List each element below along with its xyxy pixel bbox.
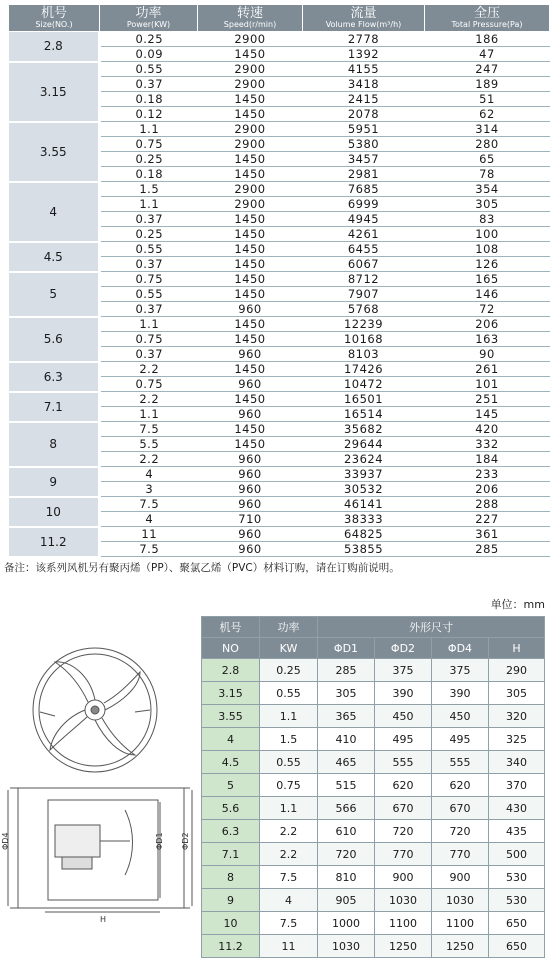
dim-kw-cell: 1.5	[260, 728, 318, 751]
dim-no-cell: 6.3	[202, 820, 260, 843]
dimension-row	[202, 659, 545, 682]
power-cell: 2.2	[100, 362, 198, 377]
dim-d2-cell: 450	[375, 705, 432, 728]
dimension-header-row-bottom	[202, 638, 545, 659]
flow-cell: 1392	[303, 47, 425, 62]
flow-cell: 4261	[303, 227, 425, 242]
flow-cell: 6999	[303, 197, 425, 212]
dim-no-cell: 11.2	[202, 935, 260, 958]
power-cell: 0.37	[100, 347, 198, 362]
performance-row	[9, 467, 550, 482]
power-cell: 0.75	[100, 272, 198, 287]
power-cell: 0.25	[100, 227, 198, 242]
power-cell: 0.09	[100, 47, 198, 62]
dimension-body	[202, 659, 545, 958]
dim-d4-cell: 375	[432, 659, 489, 682]
pressure-cell: 184	[425, 452, 550, 467]
dim-d1-cell: 515	[318, 774, 375, 797]
performance-row	[9, 317, 550, 332]
flow-cell: 12239	[303, 317, 425, 332]
pressure-cell: 78	[425, 167, 550, 182]
dimension-row	[202, 843, 545, 866]
dim-header-d2: ΦD2	[375, 638, 432, 659]
dim-d2-cell: 495	[375, 728, 432, 751]
power-cell: 11	[100, 527, 198, 542]
dim-no-cell: 5.6	[202, 797, 260, 820]
speed-cell: 960	[198, 407, 303, 422]
dim-d2-cell: 900	[375, 866, 432, 889]
power-cell: 2.2	[100, 452, 198, 467]
pressure-cell: 47	[425, 47, 550, 62]
speed-cell: 1450	[198, 242, 303, 257]
dim-d4-cell: 670	[432, 797, 489, 820]
speed-cell: 2900	[198, 122, 303, 137]
dim-kw-cell: 0.55	[260, 751, 318, 774]
dim-d1-cell: 566	[318, 797, 375, 820]
power-cell: 5.5	[100, 437, 198, 452]
performance-row	[9, 272, 550, 287]
power-cell: 1.1	[100, 122, 198, 137]
dim-d1-cell: 305	[318, 682, 375, 705]
speed-cell: 2900	[198, 197, 303, 212]
flow-cell: 5380	[303, 137, 425, 152]
speed-cell: 1450	[198, 317, 303, 332]
power-cell: 4	[100, 467, 198, 482]
flow-cell: 16501	[303, 392, 425, 407]
speed-cell: 1450	[198, 107, 303, 122]
speed-cell: 1450	[198, 332, 303, 347]
power-cell: 0.25	[100, 32, 198, 47]
material-note: 备注：该系列风机另有聚丙烯（PP）、聚氯乙烯（PVC）材料订购，请在订购前说明。	[4, 562, 400, 574]
speed-cell: 1450	[198, 422, 303, 437]
dim-kw-cell: 7.5	[260, 912, 318, 935]
dimension-row	[202, 774, 545, 797]
pressure-cell: 305	[425, 197, 550, 212]
size-cell: 8	[9, 422, 100, 467]
power-cell: 0.18	[100, 167, 198, 182]
power-cell: 7.5	[100, 542, 198, 557]
flow-cell: 8103	[303, 347, 425, 362]
dim-d1-cell: 1030	[318, 935, 375, 958]
speed-cell: 1450	[198, 392, 303, 407]
power-cell: 0.75	[100, 377, 198, 392]
performance-row	[9, 497, 550, 512]
dim-d2-cell: 720	[375, 820, 432, 843]
speed-cell: 1450	[198, 362, 303, 377]
dim-kw-cell: 0.75	[260, 774, 318, 797]
dim-h-cell: 435	[489, 820, 545, 843]
performance-row	[9, 392, 550, 407]
power-cell: 0.18	[100, 92, 198, 107]
dim-d4-cell: 495	[432, 728, 489, 751]
dim-d1-cell: 365	[318, 705, 375, 728]
power-cell: 2.2	[100, 392, 198, 407]
power-cell: 0.75	[100, 137, 198, 152]
size-cell: 9	[9, 467, 100, 497]
pressure-cell: 206	[425, 482, 550, 497]
dimension-row	[202, 820, 545, 843]
dim-no-cell: 2.8	[202, 659, 260, 682]
dim-d2-cell: 1100	[375, 912, 432, 935]
power-cell: 1.1	[100, 407, 198, 422]
dim-header-d1: ΦD1	[318, 638, 375, 659]
flow-cell: 10168	[303, 332, 425, 347]
speed-cell: 1450	[198, 167, 303, 182]
dim-kw-cell: 0.25	[260, 659, 318, 682]
flow-cell: 53855	[303, 542, 425, 557]
performance-body	[9, 32, 550, 557]
dim-h-cell: 305	[489, 682, 545, 705]
dimension-header-row-top	[202, 617, 545, 638]
power-cell: 1.5	[100, 182, 198, 197]
pressure-cell: 145	[425, 407, 550, 422]
dim-kw-cell: 4	[260, 889, 318, 912]
pressure-cell: 288	[425, 497, 550, 512]
pressure-cell: 280	[425, 137, 550, 152]
size-cell: 3.15	[9, 62, 100, 122]
flow-cell: 17426	[303, 362, 425, 377]
fan-drawing	[0, 640, 200, 940]
dim-d1-cell: 285	[318, 659, 375, 682]
dim-header-power-cn: 功率	[260, 617, 318, 638]
pressure-cell: 247	[425, 62, 550, 77]
pressure-cell: 332	[425, 437, 550, 452]
performance-row	[9, 32, 550, 47]
speed-cell: 2900	[198, 32, 303, 47]
dim-h-cell: 320	[489, 705, 545, 728]
flow-cell: 5951	[303, 122, 425, 137]
speed-cell: 2900	[198, 137, 303, 152]
pressure-cell: 126	[425, 257, 550, 272]
pressure-cell: 62	[425, 107, 550, 122]
flow-cell: 30532	[303, 482, 425, 497]
flow-cell: 7907	[303, 287, 425, 302]
speed-cell: 2900	[198, 77, 303, 92]
dim-header-d4: ΦD4	[432, 638, 489, 659]
dimension-row	[202, 751, 545, 774]
dim-no-cell: 8	[202, 866, 260, 889]
dim-d1-cell: 610	[318, 820, 375, 843]
dim-kw-cell: 11	[260, 935, 318, 958]
pressure-cell: 227	[425, 512, 550, 527]
power-cell: 7.5	[100, 497, 198, 512]
performance-row	[9, 362, 550, 377]
speed-cell: 1450	[198, 47, 303, 62]
speed-cell: 960	[198, 452, 303, 467]
dim-kw-cell: 0.55	[260, 682, 318, 705]
dim-kw-cell: 7.5	[260, 866, 318, 889]
pressure-cell: 361	[425, 527, 550, 542]
dim-d4-cell: 900	[432, 866, 489, 889]
pressure-cell: 186	[425, 32, 550, 47]
dim-h-cell: 290	[489, 659, 545, 682]
dim-no-cell: 4.5	[202, 751, 260, 774]
flow-cell: 2778	[303, 32, 425, 47]
dim-d4-cell: 1250	[432, 935, 489, 958]
dim-header-no: NO	[202, 638, 260, 659]
pressure-cell: 163	[425, 332, 550, 347]
dimension-row	[202, 935, 545, 958]
speed-cell: 1450	[198, 92, 303, 107]
pressure-cell: 51	[425, 92, 550, 107]
dim-d4-cell: 770	[432, 843, 489, 866]
dim-d2-cell: 1030	[375, 889, 432, 912]
dim-h-cell: 530	[489, 866, 545, 889]
dim-d4-cell: 1100	[432, 912, 489, 935]
flow-cell: 46141	[303, 497, 425, 512]
dim-kw-cell: 1.1	[260, 705, 318, 728]
power-cell: 0.75	[100, 332, 198, 347]
d4-label: ΦD4	[1, 832, 10, 850]
flow-cell: 6455	[303, 242, 425, 257]
size-cell: 3.55	[9, 122, 100, 182]
h-label: H	[100, 915, 107, 924]
dim-d2-cell: 390	[375, 682, 432, 705]
size-cell: 11.2	[9, 527, 100, 557]
dim-no-cell: 3.55	[202, 705, 260, 728]
flow-cell: 4945	[303, 212, 425, 227]
power-cell: 0.37	[100, 77, 198, 92]
dim-no-cell: 3.15	[202, 682, 260, 705]
pressure-cell: 251	[425, 392, 550, 407]
fan-side-view	[8, 788, 192, 912]
dim-d1-cell: 410	[318, 728, 375, 751]
dim-header-no-cn: 机号	[202, 617, 260, 638]
dim-d2-cell: 555	[375, 751, 432, 774]
pressure-cell: 90	[425, 347, 550, 362]
dim-h-cell: 650	[489, 912, 545, 935]
power-cell: 0.25	[100, 152, 198, 167]
power-cell: 1.1	[100, 197, 198, 212]
dim-d1-cell: 465	[318, 751, 375, 774]
flow-cell: 23624	[303, 452, 425, 467]
dim-no-cell: 5	[202, 774, 260, 797]
dim-no-cell: 7.1	[202, 843, 260, 866]
dim-kw-cell: 2.2	[260, 843, 318, 866]
speed-cell: 960	[198, 377, 303, 392]
dim-header-h: H	[489, 638, 545, 659]
pressure-cell: 420	[425, 422, 550, 437]
performance-row	[9, 242, 550, 257]
flow-cell: 3457	[303, 152, 425, 167]
size-cell: 6.3	[9, 362, 100, 392]
dim-header-outline: 外形尺寸	[318, 617, 545, 638]
speed-cell: 1450	[198, 212, 303, 227]
pressure-cell: 83	[425, 212, 550, 227]
pressure-cell: 233	[425, 467, 550, 482]
performance-row	[9, 422, 550, 437]
dimension-table	[201, 616, 545, 958]
header-speed: 转速 Speed(r/min)	[198, 5, 303, 32]
speed-cell: 1450	[198, 152, 303, 167]
dimension-row	[202, 705, 545, 728]
power-cell: 7.5	[100, 422, 198, 437]
dimension-row	[202, 797, 545, 820]
power-cell: 1.1	[100, 317, 198, 332]
dim-no-cell: 4	[202, 728, 260, 751]
size-cell: 4	[9, 182, 100, 242]
header-volume-flow: 流量 Volume Flow(m³/h)	[303, 5, 425, 32]
power-cell: 0.55	[100, 287, 198, 302]
performance-row	[9, 527, 550, 542]
flow-cell: 29644	[303, 437, 425, 452]
flow-cell: 16514	[303, 407, 425, 422]
dim-d2-cell: 620	[375, 774, 432, 797]
dim-d4-cell: 720	[432, 820, 489, 843]
performance-row	[9, 182, 550, 197]
performance-row	[9, 122, 550, 137]
speed-cell: 960	[198, 467, 303, 482]
dimension-row	[202, 912, 545, 935]
size-cell: 4.5	[9, 242, 100, 272]
d2-label: ΦD2	[181, 832, 190, 850]
pressure-cell: 314	[425, 122, 550, 137]
pressure-cell: 72	[425, 302, 550, 317]
dim-d1-cell: 905	[318, 889, 375, 912]
dim-d2-cell: 670	[375, 797, 432, 820]
size-cell: 7.1	[9, 392, 100, 422]
flow-cell: 64825	[303, 527, 425, 542]
dimension-row	[202, 682, 545, 705]
flow-cell: 6067	[303, 257, 425, 272]
dimension-row	[202, 866, 545, 889]
dimension-row	[202, 728, 545, 751]
speed-cell: 1450	[198, 227, 303, 242]
dim-h-cell: 430	[489, 797, 545, 820]
power-cell: 0.55	[100, 242, 198, 257]
speed-cell: 2900	[198, 182, 303, 197]
flow-cell: 7685	[303, 182, 425, 197]
flow-cell: 2078	[303, 107, 425, 122]
dim-d4-cell: 390	[432, 682, 489, 705]
power-cell: 0.37	[100, 302, 198, 317]
dim-d1-cell: 1000	[318, 912, 375, 935]
dim-d4-cell: 620	[432, 774, 489, 797]
flow-cell: 2415	[303, 92, 425, 107]
performance-header-row	[9, 5, 550, 32]
flow-cell: 2981	[303, 167, 425, 182]
dim-d2-cell: 375	[375, 659, 432, 682]
speed-cell: 960	[198, 347, 303, 362]
speed-cell: 1450	[198, 287, 303, 302]
dim-h-cell: 530	[489, 889, 545, 912]
size-cell: 5.6	[9, 317, 100, 362]
header-total-pressure: 全压 Total Pressure(Pa)	[425, 5, 550, 32]
flow-cell: 3418	[303, 77, 425, 92]
speed-cell: 1450	[198, 272, 303, 287]
speed-cell: 1450	[198, 257, 303, 272]
pressure-cell: 206	[425, 317, 550, 332]
speed-cell: 960	[198, 482, 303, 497]
power-cell: 0.37	[100, 257, 198, 272]
dim-d2-cell: 1250	[375, 935, 432, 958]
speed-cell: 960	[198, 542, 303, 557]
pressure-cell: 101	[425, 377, 550, 392]
dim-d4-cell: 1030	[432, 889, 489, 912]
dimension-row	[202, 889, 545, 912]
pressure-cell: 108	[425, 242, 550, 257]
speed-cell: 710	[198, 512, 303, 527]
pressure-cell: 354	[425, 182, 550, 197]
pressure-cell: 146	[425, 287, 550, 302]
dim-kw-cell: 1.1	[260, 797, 318, 820]
power-cell: 3	[100, 482, 198, 497]
flow-cell: 38333	[303, 512, 425, 527]
size-cell: 5	[9, 272, 100, 317]
power-cell: 0.55	[100, 62, 198, 77]
flow-cell: 4155	[303, 62, 425, 77]
pressure-cell: 65	[425, 152, 550, 167]
pressure-cell: 261	[425, 362, 550, 377]
speed-cell: 2900	[198, 62, 303, 77]
header-size: 机号 Size(NO.)	[9, 5, 100, 32]
fan-front-view	[33, 648, 157, 772]
power-cell: 0.12	[100, 107, 198, 122]
pressure-cell: 285	[425, 542, 550, 557]
power-cell: 4	[100, 512, 198, 527]
flow-cell: 33937	[303, 467, 425, 482]
dim-header-kw: KW	[260, 638, 318, 659]
dim-h-cell: 340	[489, 751, 545, 774]
dim-h-cell: 325	[489, 728, 545, 751]
d1-label: ΦD1	[155, 832, 164, 850]
performance-row	[9, 62, 550, 77]
dim-no-cell: 9	[202, 889, 260, 912]
speed-cell: 1450	[198, 437, 303, 452]
dim-h-cell: 500	[489, 843, 545, 866]
dim-d4-cell: 555	[432, 751, 489, 774]
size-cell: 10	[9, 497, 100, 527]
dim-h-cell: 370	[489, 774, 545, 797]
dim-kw-cell: 2.2	[260, 820, 318, 843]
dim-d4-cell: 450	[432, 705, 489, 728]
dim-d1-cell: 810	[318, 866, 375, 889]
size-cell: 2.8	[9, 32, 100, 62]
dim-d2-cell: 770	[375, 843, 432, 866]
dim-d1-cell: 720	[318, 843, 375, 866]
header-power: 功率 Power(KW)	[100, 5, 198, 32]
performance-table	[8, 4, 550, 558]
pressure-cell: 100	[425, 227, 550, 242]
flow-cell: 10472	[303, 377, 425, 392]
dim-no-cell: 10	[202, 912, 260, 935]
speed-cell: 960	[198, 527, 303, 542]
flow-cell: 5768	[303, 302, 425, 317]
pressure-cell: 165	[425, 272, 550, 287]
speed-cell: 960	[198, 302, 303, 317]
dim-h-cell: 650	[489, 935, 545, 958]
power-cell: 0.37	[100, 212, 198, 227]
flow-cell: 35682	[303, 422, 425, 437]
pressure-cell: 189	[425, 77, 550, 92]
speed-cell: 960	[198, 497, 303, 512]
unit-label: 单位：mm	[490, 598, 545, 611]
flow-cell: 8712	[303, 272, 425, 287]
